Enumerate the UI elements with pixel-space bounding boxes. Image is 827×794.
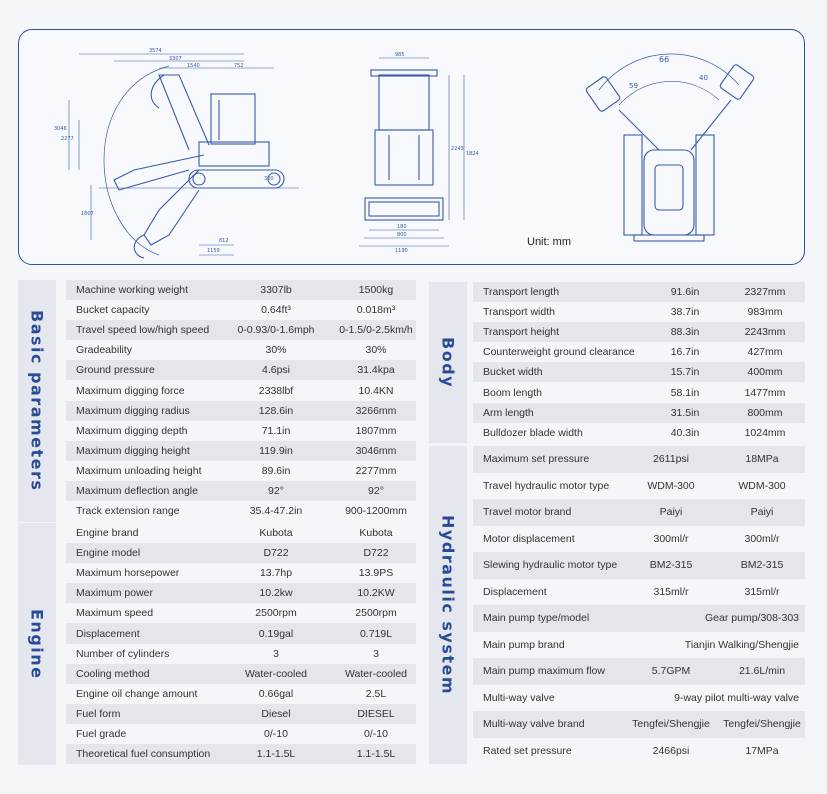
engine-table	[66, 523, 416, 764]
spec-name: Main pump brand	[483, 638, 565, 651]
spec-value-imperial: 71.1in	[261, 424, 291, 437]
spec-value-metric: 400mm	[747, 366, 783, 379]
spec-row	[66, 320, 416, 340]
spec-value-metric: Water-cooled	[344, 667, 408, 680]
spec-value-imperial: WDM-300	[647, 479, 695, 492]
spec-name: Number of cylinders	[76, 647, 170, 660]
angle-label: 66	[659, 55, 670, 64]
spec-value-imperial: 10.2kw	[259, 587, 293, 600]
spec-value-metric: 315ml/r	[744, 585, 780, 598]
spec-value-metric: 983mm	[747, 306, 783, 319]
spec-name: Rated set pressure	[483, 744, 572, 757]
spec-name: Gradeability	[76, 344, 133, 357]
spec-value-imperial: 38.7in	[670, 306, 700, 319]
spec-row	[473, 605, 805, 632]
spec-name: Boom length	[483, 386, 542, 399]
spec-name: Travel motor brand	[483, 506, 572, 519]
spec-row	[66, 461, 416, 481]
spec-name: Maximum horsepower	[76, 567, 180, 580]
spec-row	[473, 362, 805, 382]
spec-name: Multi-way valve	[483, 691, 555, 704]
dim-label: 300	[264, 176, 274, 182]
spec-value-metric: 0.719L	[359, 627, 393, 640]
spec-row	[473, 403, 805, 423]
spec-value-imperial: 16.7in	[670, 346, 700, 359]
spec-value-metric: 300ml/r	[744, 532, 780, 545]
spec-value-metric: 1807mm	[355, 424, 397, 437]
dim-label: 3574	[149, 48, 162, 54]
angle-label: 40	[699, 74, 708, 82]
spec-name: Slewing hydraulic motor type	[483, 559, 618, 572]
spec-value-metric: 18MPa	[745, 453, 779, 466]
spec-value-imperial: 92°	[268, 484, 284, 497]
spec-value-imperial: 300ml/r	[653, 532, 689, 545]
spec-row	[473, 382, 805, 402]
dim-label: 812	[219, 238, 229, 244]
spec-row	[66, 664, 416, 684]
spec-row	[473, 302, 805, 322]
spec-name: Maximum digging height	[76, 444, 190, 457]
dim-label: 2277	[61, 136, 74, 142]
spec-row	[66, 684, 416, 704]
spec-value-imperial: BM2-315	[649, 559, 693, 572]
spec-value-imperial: Water-cooled	[244, 667, 308, 680]
spec-row	[66, 421, 416, 441]
spec-row	[66, 501, 416, 521]
spec-value-metric: 2500rpm	[355, 607, 397, 620]
dim-label: 180	[397, 224, 407, 230]
dim-label: 1159	[207, 248, 220, 254]
spec-value-imperial: 0.19gal	[258, 627, 294, 640]
spec-name: Maximum digging depth	[76, 424, 188, 437]
spec-row	[473, 473, 805, 500]
dim-label: 1807	[81, 211, 94, 217]
spec-name: Transport length	[483, 286, 560, 299]
spec-value-imperial: 15.7in	[670, 366, 700, 379]
spec-row	[66, 380, 416, 400]
spec-row	[473, 446, 805, 473]
spec-row	[66, 360, 416, 380]
spec-value-metric: WDM-300	[738, 479, 786, 492]
front-view-drawing	[359, 58, 464, 246]
spec-row	[66, 583, 416, 603]
spec-value-metric: DIESEL	[357, 707, 395, 720]
spec-value-metric: Gear pump/308-303	[705, 612, 799, 625]
spec-name: Cooling method	[76, 667, 150, 680]
spec-value-imperial: 13.7hp	[259, 567, 293, 580]
spec-row	[66, 481, 416, 501]
spec-value-metric: 2327mm	[744, 286, 786, 299]
spec-name: Transport width	[483, 306, 555, 319]
spec-value-metric: 0-1.5/0-2.5km/h	[339, 324, 413, 337]
dim-label: 3046	[54, 126, 67, 132]
spec-name: Bulldozer blade width	[483, 426, 583, 439]
spec-row	[66, 563, 416, 583]
body-section	[429, 282, 805, 443]
spec-name: Bucket capacity	[76, 304, 150, 317]
spec-row	[473, 552, 805, 579]
spec-value-imperial: 2611psi	[652, 453, 689, 466]
angle-label: 59	[629, 82, 638, 90]
spec-row	[473, 423, 805, 443]
spec-row	[66, 603, 416, 623]
spec-name: Maximum power	[76, 587, 154, 600]
spec-name: Travel speed low/high speed	[76, 324, 210, 337]
spec-value-metric: 9-way pilot multi-way valve	[674, 691, 799, 704]
spec-value-metric: 800mm	[747, 406, 783, 419]
dim-label: 3307	[169, 56, 182, 62]
section-title-basic: Basic parameters	[18, 280, 56, 522]
spec-row	[66, 340, 416, 360]
spec-row	[66, 280, 416, 300]
spec-row	[66, 401, 416, 421]
spec-value-metric: 13.9PS	[358, 567, 394, 580]
spec-name: Main pump type/model	[483, 612, 590, 625]
spec-row	[473, 658, 805, 685]
spec-value-imperial: 315ml/r	[653, 585, 689, 598]
spec-value-imperial: Diesel	[261, 707, 291, 720]
spec-value-imperial: 3	[273, 647, 279, 660]
spec-value-metric: 17MPa	[745, 744, 779, 757]
spec-name: Travel hydraulic motor type	[483, 479, 610, 492]
spec-value-metric: BM2-315	[740, 559, 784, 572]
hydraulic-system-section	[429, 446, 805, 764]
section-title-engine: Engine	[18, 523, 56, 765]
spec-value-imperial: 5.7GPM	[651, 665, 691, 678]
spec-value-metric: 427mm	[747, 346, 783, 359]
spec-value-imperial: 128.6in	[258, 404, 294, 417]
spec-value-metric: 31.4kpa	[357, 364, 395, 377]
spec-name: Fuel grade	[76, 727, 127, 740]
spec-name: Track extension range	[76, 505, 180, 518]
spec-name: Counterweight ground clearance	[483, 346, 635, 359]
spec-row	[66, 644, 416, 664]
spec-name: Bucket width	[483, 366, 543, 379]
spec-value-imperial: 30%	[265, 344, 287, 357]
dim-label: 1540	[187, 63, 200, 69]
dim-label: 1190	[395, 248, 408, 254]
dim-label: 752	[234, 63, 244, 69]
spec-row	[473, 632, 805, 659]
spec-name: Fuel form	[76, 707, 121, 720]
spec-row	[66, 300, 416, 320]
spec-name: Multi-way valve brand	[483, 718, 585, 731]
spec-value-metric: 1024mm	[744, 426, 786, 439]
spec-value-metric: 10.2KW	[357, 587, 395, 600]
spec-name: Maximum digging force	[76, 384, 185, 397]
body-table	[473, 282, 805, 443]
spec-row	[66, 724, 416, 744]
spec-value-metric: 2243mm	[744, 326, 786, 339]
spec-value-imperial: 88.3in	[670, 326, 700, 339]
unit-label: Unit: mm	[527, 236, 571, 248]
spec-row	[473, 685, 805, 712]
dim-label: 985	[395, 52, 405, 58]
section-title-hydraulic: Hydraulic system	[429, 446, 467, 764]
spec-value-imperial: 0-0.93/0-1.6mph	[237, 324, 315, 337]
spec-value-imperial: 58.1in	[670, 386, 700, 399]
spec-name: Engine brand	[76, 527, 139, 540]
spec-name: Maximum speed	[76, 607, 154, 620]
spec-value-metric: 3	[373, 647, 379, 660]
spec-row	[473, 579, 805, 606]
spec-row	[473, 322, 805, 342]
basic-parameters-section	[18, 280, 416, 522]
spec-row	[473, 282, 805, 302]
spec-row	[66, 744, 416, 764]
spec-value-metric: Paiyi	[750, 506, 774, 519]
spec-value-metric: 1.1-1.5L	[356, 748, 396, 761]
spec-value-metric: 3046mm	[355, 444, 397, 457]
spec-name: Transport height	[483, 326, 560, 339]
spec-value-imperial: Kubota	[259, 527, 293, 540]
spec-value-metric: 1500kg	[358, 284, 394, 297]
spec-name: Displacement	[76, 627, 140, 640]
side-view-drawing	[69, 54, 299, 258]
spec-value-metric: 0.018m³	[356, 304, 396, 317]
spec-name: Maximum set pressure	[483, 453, 590, 466]
spec-value-imperial: 4.6psi	[261, 364, 291, 377]
excavator-drawings	[19, 30, 805, 265]
spec-value-imperial: Paiyi	[659, 506, 683, 519]
spec-value-imperial: 2338lbf	[258, 384, 294, 397]
spec-value-metric: 1477mm	[744, 386, 786, 399]
dim-label: 2243	[451, 146, 464, 152]
spec-value-metric: Kubota	[359, 527, 393, 540]
spec-value-metric: 10.4KN	[358, 384, 394, 397]
dim-label: 1824	[466, 151, 479, 157]
spec-value-imperial: 91.6in	[670, 286, 700, 299]
dimension-drawing-panel	[18, 29, 805, 265]
engine-section	[18, 523, 416, 765]
spec-row	[66, 623, 416, 643]
spec-value-imperial: 2500rpm	[255, 607, 297, 620]
spec-name: Maximum unloading height	[76, 464, 202, 477]
spec-name: Ground pressure	[76, 364, 155, 377]
spec-value-metric: Tengfei/Shengjie	[723, 718, 801, 731]
spec-value-imperial: 1.1-1.5L	[256, 748, 296, 761]
spec-name: Arm length	[483, 406, 534, 419]
spec-row	[66, 441, 416, 461]
spec-value-imperial: 119.9in	[259, 444, 293, 457]
spec-row	[66, 543, 416, 563]
top-view-drawing	[585, 54, 755, 241]
spec-row	[66, 704, 416, 724]
spec-value-metric: 3266mm	[355, 404, 397, 417]
spec-name: Theoretical fuel consumption	[76, 748, 211, 761]
spec-name: Machine working weight	[76, 284, 189, 297]
spec-value-metric: 0/-10	[364, 727, 388, 740]
spec-name: Maximum deflection angle	[76, 484, 198, 497]
spec-name: Maximum digging radius	[76, 404, 190, 417]
spec-value-imperial: 3307lb	[260, 284, 292, 297]
spec-name: Displacement	[483, 585, 547, 598]
spec-value-imperial: 2466psi	[652, 744, 690, 757]
spec-row	[473, 526, 805, 553]
spec-name: Engine model	[76, 547, 141, 560]
spec-value-imperial: 35.4-47.2in	[249, 505, 303, 518]
spec-value-imperial: 89.6in	[261, 464, 291, 477]
section-title-body: Body	[429, 282, 467, 443]
dim-label: 800	[397, 232, 407, 238]
spec-value-metric: 2277mm	[355, 464, 397, 477]
basic-parameters-table	[66, 280, 416, 521]
spec-value-metric: 92°	[368, 484, 384, 497]
spec-value-imperial: 0.64ft³	[261, 304, 291, 317]
spec-value-metric: D722	[363, 547, 389, 560]
spec-value-metric: Tianjin Walking/Shengjie	[684, 638, 799, 651]
spec-value-metric: 30%	[365, 344, 387, 357]
spec-value-metric: 2.5L	[365, 687, 387, 700]
spec-value-metric: 21.6L/min	[738, 665, 786, 678]
spec-value-imperial: Tengfei/Shengjie	[632, 718, 710, 731]
spec-row	[66, 523, 416, 543]
spec-value-imperial: 0.66gal	[258, 687, 294, 700]
spec-name: Engine oil change amount	[76, 687, 198, 700]
spec-value-imperial: 40.3in	[670, 426, 700, 439]
spec-row	[473, 738, 805, 765]
spec-name: Main pump maximum flow	[483, 665, 605, 678]
spec-value-imperial: 31.5in	[670, 406, 700, 419]
spec-value-imperial: D722	[263, 547, 289, 560]
spec-row	[473, 499, 805, 526]
spec-name: Motor displacement	[483, 532, 575, 545]
spec-value-imperial: 0/-10	[264, 727, 288, 740]
hydraulic-table	[473, 446, 805, 764]
spec-row	[473, 342, 805, 362]
spec-row	[473, 711, 805, 738]
spec-value-metric: 900-1200mm	[345, 505, 407, 518]
